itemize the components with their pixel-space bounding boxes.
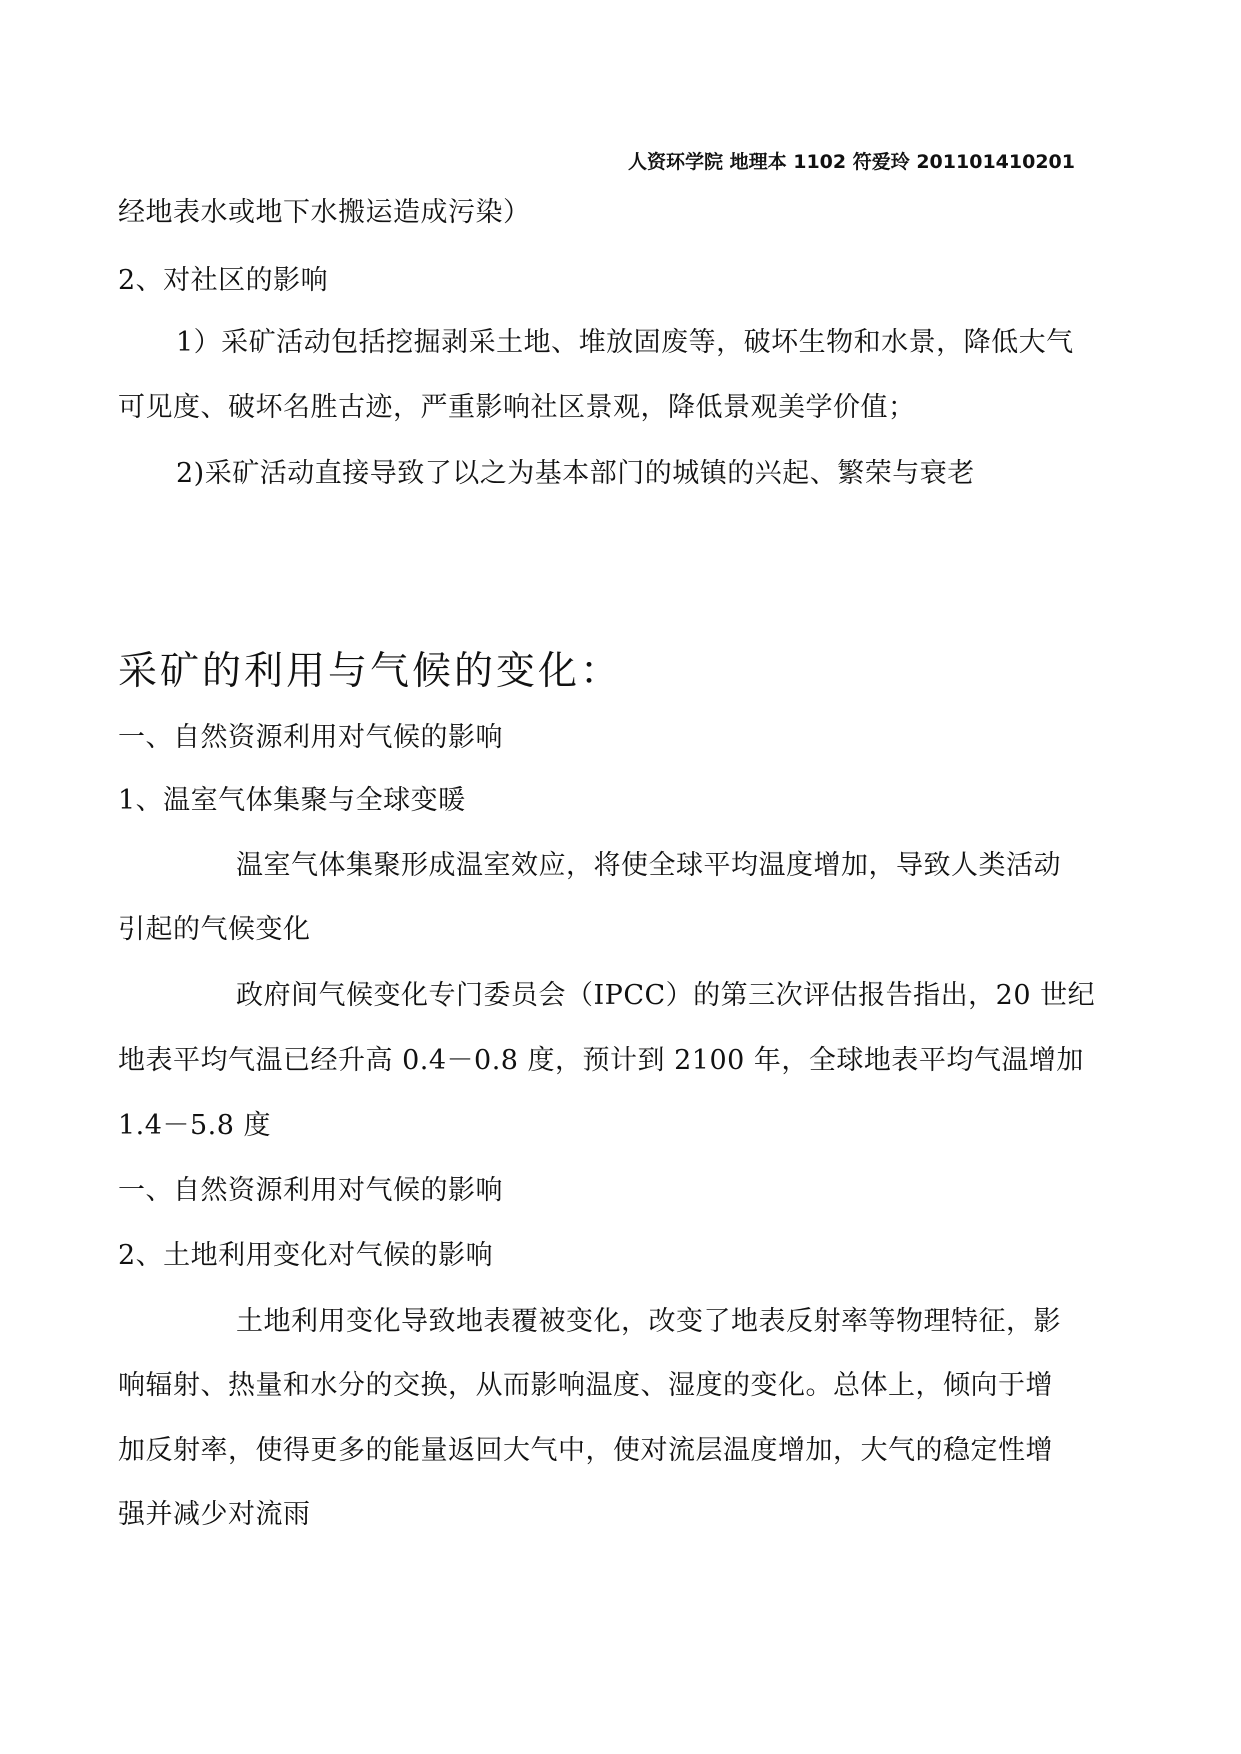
section-title: 采矿的利用与气候的变化： <box>118 649 623 694</box>
text-line: 加反射率，使得更多的能量返回大气中，使对流层温度增加，大气的稳定性增 <box>118 1435 1053 1466</box>
list-item: 1）采矿活动包括挖掘剥采土地、堆放固废等，破坏生物和水景，降低大气 <box>176 327 1074 358</box>
text-line: 温室气体集聚形成温室效应，将使全球平均温度增加，导致人类活动 <box>236 850 1061 881</box>
subsection-heading: 2、土地利用变化对气候的影响 <box>118 1240 494 1271</box>
text-line: 政府间气候变化专门委员会（IPCC）的第三次评估报告指出，20 世纪 <box>236 980 1096 1011</box>
text-line: 经地表水或地下水搬运造成污染） <box>118 197 531 228</box>
text-line: 地表平均气温已经升高 0.4－0.8 度，预计到 2100 年，全球地表平均气温增加 <box>118 1045 1084 1076</box>
subsection-heading: 1、温室气体集聚与全球变暖 <box>118 785 466 816</box>
text-line: 引起的气候变化 <box>118 914 311 945</box>
list-item: 2)采矿活动直接导致了以之为基本部门的城镇的兴起、繁荣与衰老 <box>176 458 975 489</box>
text-line: 响辐射、热量和水分的交换，从而影响温度、湿度的变化。总体上，倾向于增 <box>118 1370 1053 1401</box>
subsection-heading: 2、对社区的影响 <box>118 265 329 296</box>
text-line: 可见度、破坏名胜古迹，严重影响社区景观，降低景观美学价值； <box>118 392 916 423</box>
text-line: 1.4－5.8 度 <box>118 1110 271 1141</box>
document-header: 人资环学院 地理本 1102 符爱玲 201101410201 <box>628 151 1075 173</box>
subsection-heading: 一、自然资源利用对气候的影响 <box>118 722 503 753</box>
subsection-heading: 一、自然资源利用对气候的影响 <box>118 1175 503 1206</box>
text-line: 土地利用变化导致地表覆被变化，改变了地表反射率等物理特征，影 <box>236 1306 1061 1337</box>
text-line: 强并减少对流雨 <box>118 1499 311 1530</box>
